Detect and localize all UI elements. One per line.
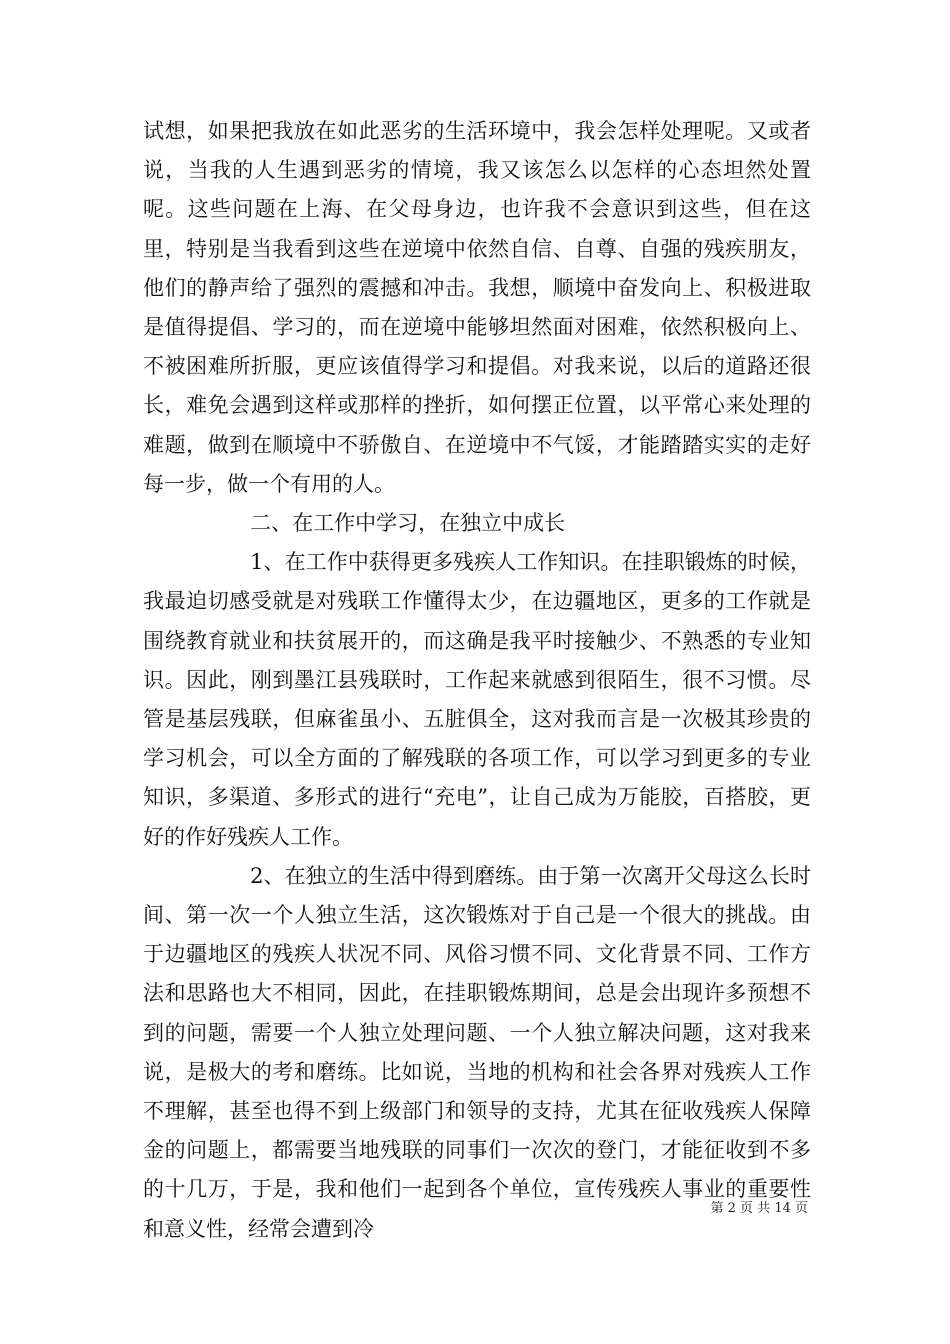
paragraph-independent-life: 2、在独立的生活中得到磨练。由于第一次离开父母这么长时间、第一次一个人独立生活，这次锻炼对于自己是一个很大的挑战。由于边疆地区的残疾人状况不同、风俗习惯不同、文化背景不同、工作方法和思路也大不相同，因此，在挂职锻炼期间，总是会出现许多预想不到的问题，需要一个人独立处理问题、一个人独立解决问题，这对我来说，是极大的考和磨练。比如说，当地的机构和社会各界对残疾人工作不理解，甚至也得不到上级部门和领导的支持，尤其在征收残疾人保障金的问题上，都需要当地残联的同事们一次次的登门，才能征收到不多的十几万，于是，我和他们一起到各个单位，宣传残疾人事业的重要性和意义性，经常会遭到冷	[143, 863, 811, 1241]
paragraph-work-knowledge: 1、在工作中获得更多残疾人工作知识。在挂职锻炼的时候，我最迫切感受就是对残联工作懂得太少，在边疆地区，更多的工作就是围绕教育就业和扶贫展开的，而这确是我平时接触少、不熟悉的专业知识。因此，刚到墨江县残联时，工作起来就感到很陌生，很不习惯。尽管是基层残联，但麻雀虽小、五脏俱全，这对我而言是一次极其珍贵的学习机会，可以全方面的了解残联的各项工作，可以学习到更多的专业知识，多渠道、多形式的进行“充电”，让自己成为万能胶，百搭胶，更好的作好残疾人工作。	[143, 550, 811, 849]
section-heading: 二、在工作中学习，在独立中成长	[250, 511, 566, 536]
document-body	[143, 112, 811, 1249]
paragraph-reflection: 试想，如果把我放在如此恶劣的生活环境中，我会怎样处理呢。又或者说，当我的人生遇到恶劣的情境，我又该怎么以怎样的心态坦然处置呢。这些问题在上海、在父母身边，也许我不会意识到这些，但在这里，特别是当我看到这些在逆境中依然自信、自尊、自强的残疾朋友，他们的静声给了强烈的震撼和冲击。我想，顺境中奋发向上、积极进取是值得提倡、学习的，而在逆境中能够坦然面对困难，依然积极向上、不被困难所折服，更应该值得学习和提倡。对我来说，以后的道路还很长，难免会遇到这样或那样的挫折，如何摆正位置，以平常心来处理的难题，做到在顺境中不骄傲自、在逆境中不气馁，才能踏踏实实的走好每一步，做一个有用的人。	[143, 119, 811, 496]
page-number-footer: 第 2 页 共 14 页	[710, 1201, 808, 1216]
